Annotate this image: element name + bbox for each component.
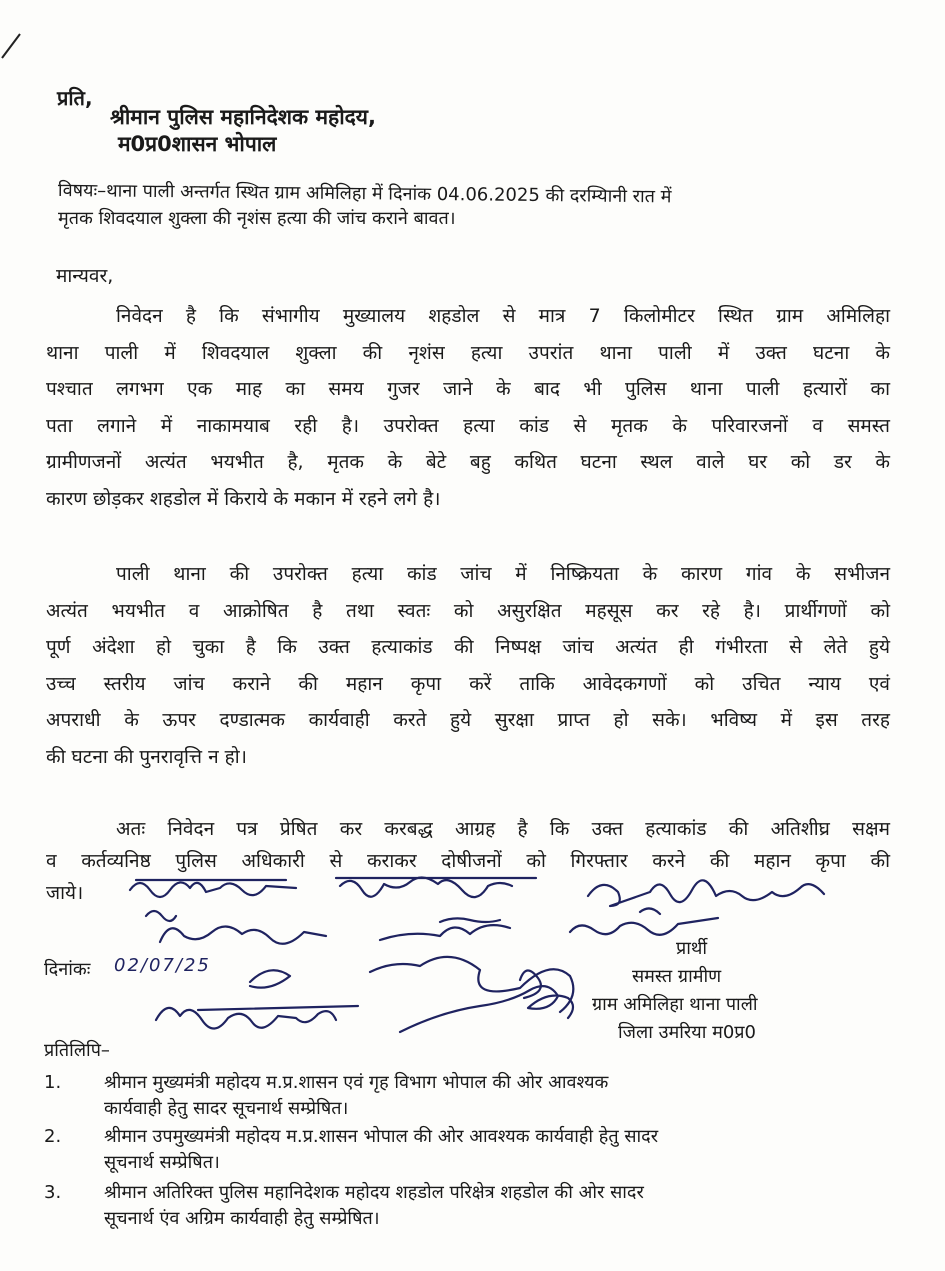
copy-item xyxy=(44,1180,894,1232)
signature-7 xyxy=(250,957,573,1012)
signature-9 xyxy=(400,986,573,1032)
paragraph-line: व कर्तव्यनिष्ठ पुलिस अधिकारी से कराकर दोषीजनों को गिरफ्तार करने की महान कृपा की xyxy=(46,850,890,872)
paragraph-line: की घटना की पुनरावृत्ति न हो। xyxy=(46,745,247,768)
signature-3 xyxy=(588,880,824,906)
paragraph-1 xyxy=(46,298,890,518)
date-value: 02/07/25 xyxy=(114,955,211,976)
paragraph-line: ग्रामीणजनों अत्यंत भयभीत है, मृतक के बेटे बहु कथित घटना स्थल वाले घर को डर के xyxy=(46,451,890,474)
copy-item xyxy=(44,1124,894,1176)
copy-heading: प्रतिलिपि– xyxy=(44,1040,110,1061)
sender-line-1: प्रार्थी xyxy=(676,938,708,959)
copy-item-number: 3. xyxy=(44,1182,62,1203)
paragraph-line: कारण छोड़कर शहडोल में किराये के मकान में रहने लगे है। xyxy=(46,487,441,510)
addressee-line-1: श्रीमान पुलिस महानिदेशक महोदय, xyxy=(110,105,376,129)
sender-line-3: ग्राम अमिलिहा थाना पाली xyxy=(592,994,758,1015)
paragraph-line: थाना पाली में शिवदयाल शुक्ला की नृशंस हत्या उपरांत थाना पाली में उक्त घटना के xyxy=(46,341,890,364)
paragraph-line: पूर्ण अंदेशा हो चुका है कि उक्त हत्याकांड की निष्पक्ष जांच अत्यंत ही गंभीरता से लेते हुये xyxy=(46,636,890,659)
paragraph-line: अपराधी के ऊपर दण्डात्मक कार्यवाही करते हुये सुरक्षा प्राप्त हो सके। भविष्य में इस तरह xyxy=(46,709,890,732)
paragraph-line: उच्च स्तरीय जांच कराने की महान कृपा करें ताकि आवेदकगणों को उचित न्याय एवं xyxy=(46,672,890,695)
prati-label: प्रति, xyxy=(57,86,93,110)
paragraph-line: पश्चात लगभग एक माह का समय गुजर जाने के बाद भी पुलिस थाना पाली हत्यारों का xyxy=(46,378,890,401)
paragraph-line: अतः निवेदन पत्र प्रेषित कर करबद्ध आग्रह है कि उक्त हत्याकांड की अतिशीघ्र सक्षम xyxy=(116,818,890,840)
signature-6 xyxy=(570,908,718,934)
date-label: दिनांकः xyxy=(44,959,91,980)
subject-line-1: विषयः–थाना पाली अन्तर्गत स्थित ग्राम अमिलिहा में दिनांक 04.06.2025 की दरम्यिानी रात में xyxy=(57,180,672,208)
addressee-line-2: म0प्र0शासन भोपाल xyxy=(118,132,277,156)
paragraph-line: जाये। xyxy=(46,882,84,904)
subject-line-2: मृतक शिवदयाल शुक्ला की नृशंस हत्या की जांच कराने बावत। xyxy=(58,208,456,229)
signature-5 xyxy=(380,918,510,940)
signature-8 xyxy=(156,1006,358,1029)
sender-line-4: जिला उमरिया म0प्र0 xyxy=(618,1022,756,1043)
copy-item-line: सूचनार्थ सम्प्रेषित। xyxy=(104,1152,220,1173)
signature-4 xyxy=(146,911,326,944)
paragraph-line: पता लगाने में नाकामयाब रही है। उपरोक्त हत्या कांड से मृतक के परिवारजनों व समस्त xyxy=(46,414,890,437)
corner-pen-mark xyxy=(0,30,24,60)
copy-item-line: कार्यवाही हेतु सादर सूचनार्थ सम्प्रेषित। xyxy=(104,1098,349,1119)
copy-item-line: श्रीमान मुख्यमंत्री महोदय म.प्र.शासन एवं गृह विभाग भोपाल की ओर आवश्यक xyxy=(104,1072,609,1093)
copy-item-line: श्रीमान अतिरिक्त पुलिस महानिदेशक महोदय शहडोल परिक्षेत्र शहडोल की ओर सादर xyxy=(104,1182,644,1203)
paragraph-line: पाली थाना की उपरोक्त हत्या कांड जांच में निष्क्रियता के कारण गांव के सभीजन xyxy=(116,563,890,585)
signature-block xyxy=(100,872,880,1042)
paragraph-2 xyxy=(46,556,890,776)
paragraph-line: अत्यंत भयभीत व आक्रोषित है तथा स्वतः को असुरक्षित महसूस कर रहे है। प्रार्थीगणों को xyxy=(46,599,890,622)
copy-item-number: 2. xyxy=(44,1126,62,1147)
copy-item-number: 1. xyxy=(44,1072,62,1093)
signature-1 xyxy=(130,880,296,897)
signature-2 xyxy=(336,877,536,897)
sender-line-2: समस्त ग्रामीण xyxy=(632,966,722,987)
copy-item xyxy=(44,1070,894,1122)
salutation: मान्यवर, xyxy=(56,265,114,287)
paragraph-line: निवेदन है कि संभागीय मुख्यालय शहडोल से मात्र 7 किलोमीटर स्थित ग्राम अमिलिहा xyxy=(116,305,890,327)
copy-item-line: सूचनार्थ एंव अग्रिम कार्यवाही हेतु सम्प्रेषित। xyxy=(104,1208,380,1229)
copy-item-line: श्रीमान उपमुख्यमंत्री महोदय म.प्र.शासन भोपाल की ओर आवश्यक कार्यवाही हेतु सादर xyxy=(104,1126,659,1147)
